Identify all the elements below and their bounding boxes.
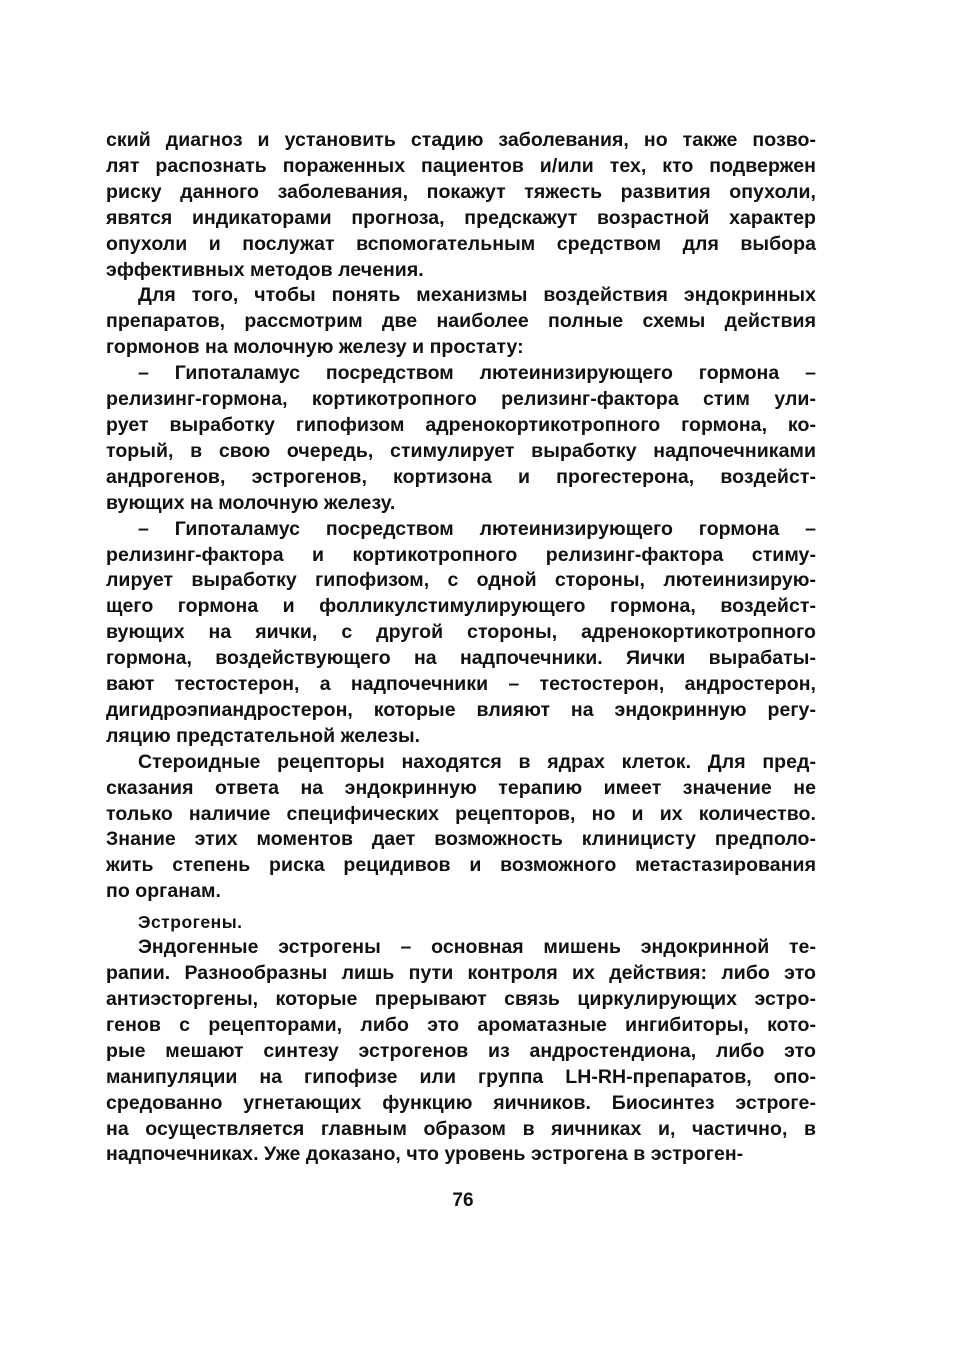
page-body xyxy=(106,128,816,1168)
text-line: только наличие специфических рецепторов, но и их количество. xyxy=(106,802,816,825)
text-line: средованно угнетающих функцию яичников. Биосинтез эстроге- xyxy=(106,1091,816,1114)
text-block-before-heading xyxy=(106,128,816,905)
text-line: препаратов, рассмотрим две наиболее полные схемы действия xyxy=(106,310,816,333)
paragraph xyxy=(106,128,816,283)
section-heading: Эстрогены. xyxy=(138,912,243,933)
text-line: эффективных методов лечения. xyxy=(106,258,424,281)
text-line: сказания ответа на эндокринную терапию имеет значение не xyxy=(106,776,816,799)
text-line: лят распознать пораженных пациентов и/или тех, кто подвержен xyxy=(106,154,816,177)
text-line: торый, в свою очередь, стимулирует выработку надпочечниками xyxy=(106,439,816,462)
text-line: гормонов на молочную железу и простату: xyxy=(106,336,524,359)
paragraph xyxy=(106,750,816,905)
text-line: лирует выработку гипофизом, с одной стороны, лютеинизирую- xyxy=(106,569,816,592)
text-line: релизинг-гормона, кортикотропного релизинг-фактора стим ули- xyxy=(106,388,816,411)
text-line: Знание этих моментов дает возможность клиницисту предполо- xyxy=(106,828,816,851)
text-line: манипуляции на гипофизе или группа LH-RH-препаратов, опо- xyxy=(106,1065,816,1088)
text-line: Стероидные рецепторы находятся в ядрах клеток. Для пред- xyxy=(138,750,816,773)
text-line: релизинг-фактора и кортикотропного релизинг-фактора стиму- xyxy=(106,543,816,566)
text-line: явятся индикаторами прогноза, предскажут возрастной характер xyxy=(106,206,816,229)
text-line: рапии. Разнообразны лишь пути контроля их действия: либо это xyxy=(106,962,816,985)
text-line: вующих на молочную железу. xyxy=(106,491,396,514)
text-line: риску данного заболевания, покажут тяжесть развития опухоли, xyxy=(106,180,816,203)
paragraph xyxy=(106,361,816,516)
text-line: генов с рецепторами, либо это ароматазные ингибиторы, кото- xyxy=(106,1013,816,1036)
text-line: Для того, чтобы понять механизмы воздействия эндокринных xyxy=(138,284,816,307)
text-line: – Гипоталамус посредством лютеинизирующего гормона – xyxy=(138,362,816,385)
text-line: – Гипоталамус посредством лютеинизирующего гормона – xyxy=(138,517,816,540)
text-line: ский диагноз и установить стадию заболевания, но также позво- xyxy=(106,129,816,151)
text-line: антиэсторгены, которые прерывают связь циркулирующих эстро- xyxy=(106,988,816,1010)
text-line: жить степень риска рецидивов и возможного метастазирования xyxy=(106,854,816,877)
text-line: надпочечниках. Уже доказано, что уровень эстрогена в эстроген- xyxy=(106,1143,744,1166)
page-number: 76 xyxy=(452,1190,474,1211)
text-line: Эндогенные эстрогены – основная мишень эндокринной те- xyxy=(138,936,816,959)
text-line: вующих на яички, с другой стороны, адренокортикотропного xyxy=(106,621,816,644)
text-line: рует выработку гипофизом адренокортикотропного гормона, ко- xyxy=(106,413,816,436)
text-line: по органам. xyxy=(106,880,221,903)
paragraph xyxy=(106,517,816,750)
paragraph xyxy=(106,283,816,361)
text-line: ляцию предстательной железы. xyxy=(106,724,421,747)
text-line: дигидроэпиандростерон, которые влияют на эндокринную регу- xyxy=(106,698,816,721)
paragraph xyxy=(106,935,816,1168)
text-line: андрогенов, эстрогенов, кортизона и прогестерона, воздейст- xyxy=(106,465,816,488)
text-block-after-heading xyxy=(106,935,816,1168)
text-line: гормона, воздействующего на надпочечники. Яички вырабаты- xyxy=(106,647,816,670)
text-line: щего гормона и фолликулстимулирующего гормона, воздейст- xyxy=(106,595,816,618)
text-line: на осуществляется главным образом в яичниках и, частично, в xyxy=(106,1117,816,1140)
text-line: вают тестостерон, а надпочечники – тестостерон, андростерон, xyxy=(106,673,816,696)
text-line: опухоли и послужат вспомогательным средством для выбора xyxy=(106,232,816,255)
text-line: рые мешают синтезу эстрогенов из андростендиона, либо это xyxy=(106,1039,816,1062)
